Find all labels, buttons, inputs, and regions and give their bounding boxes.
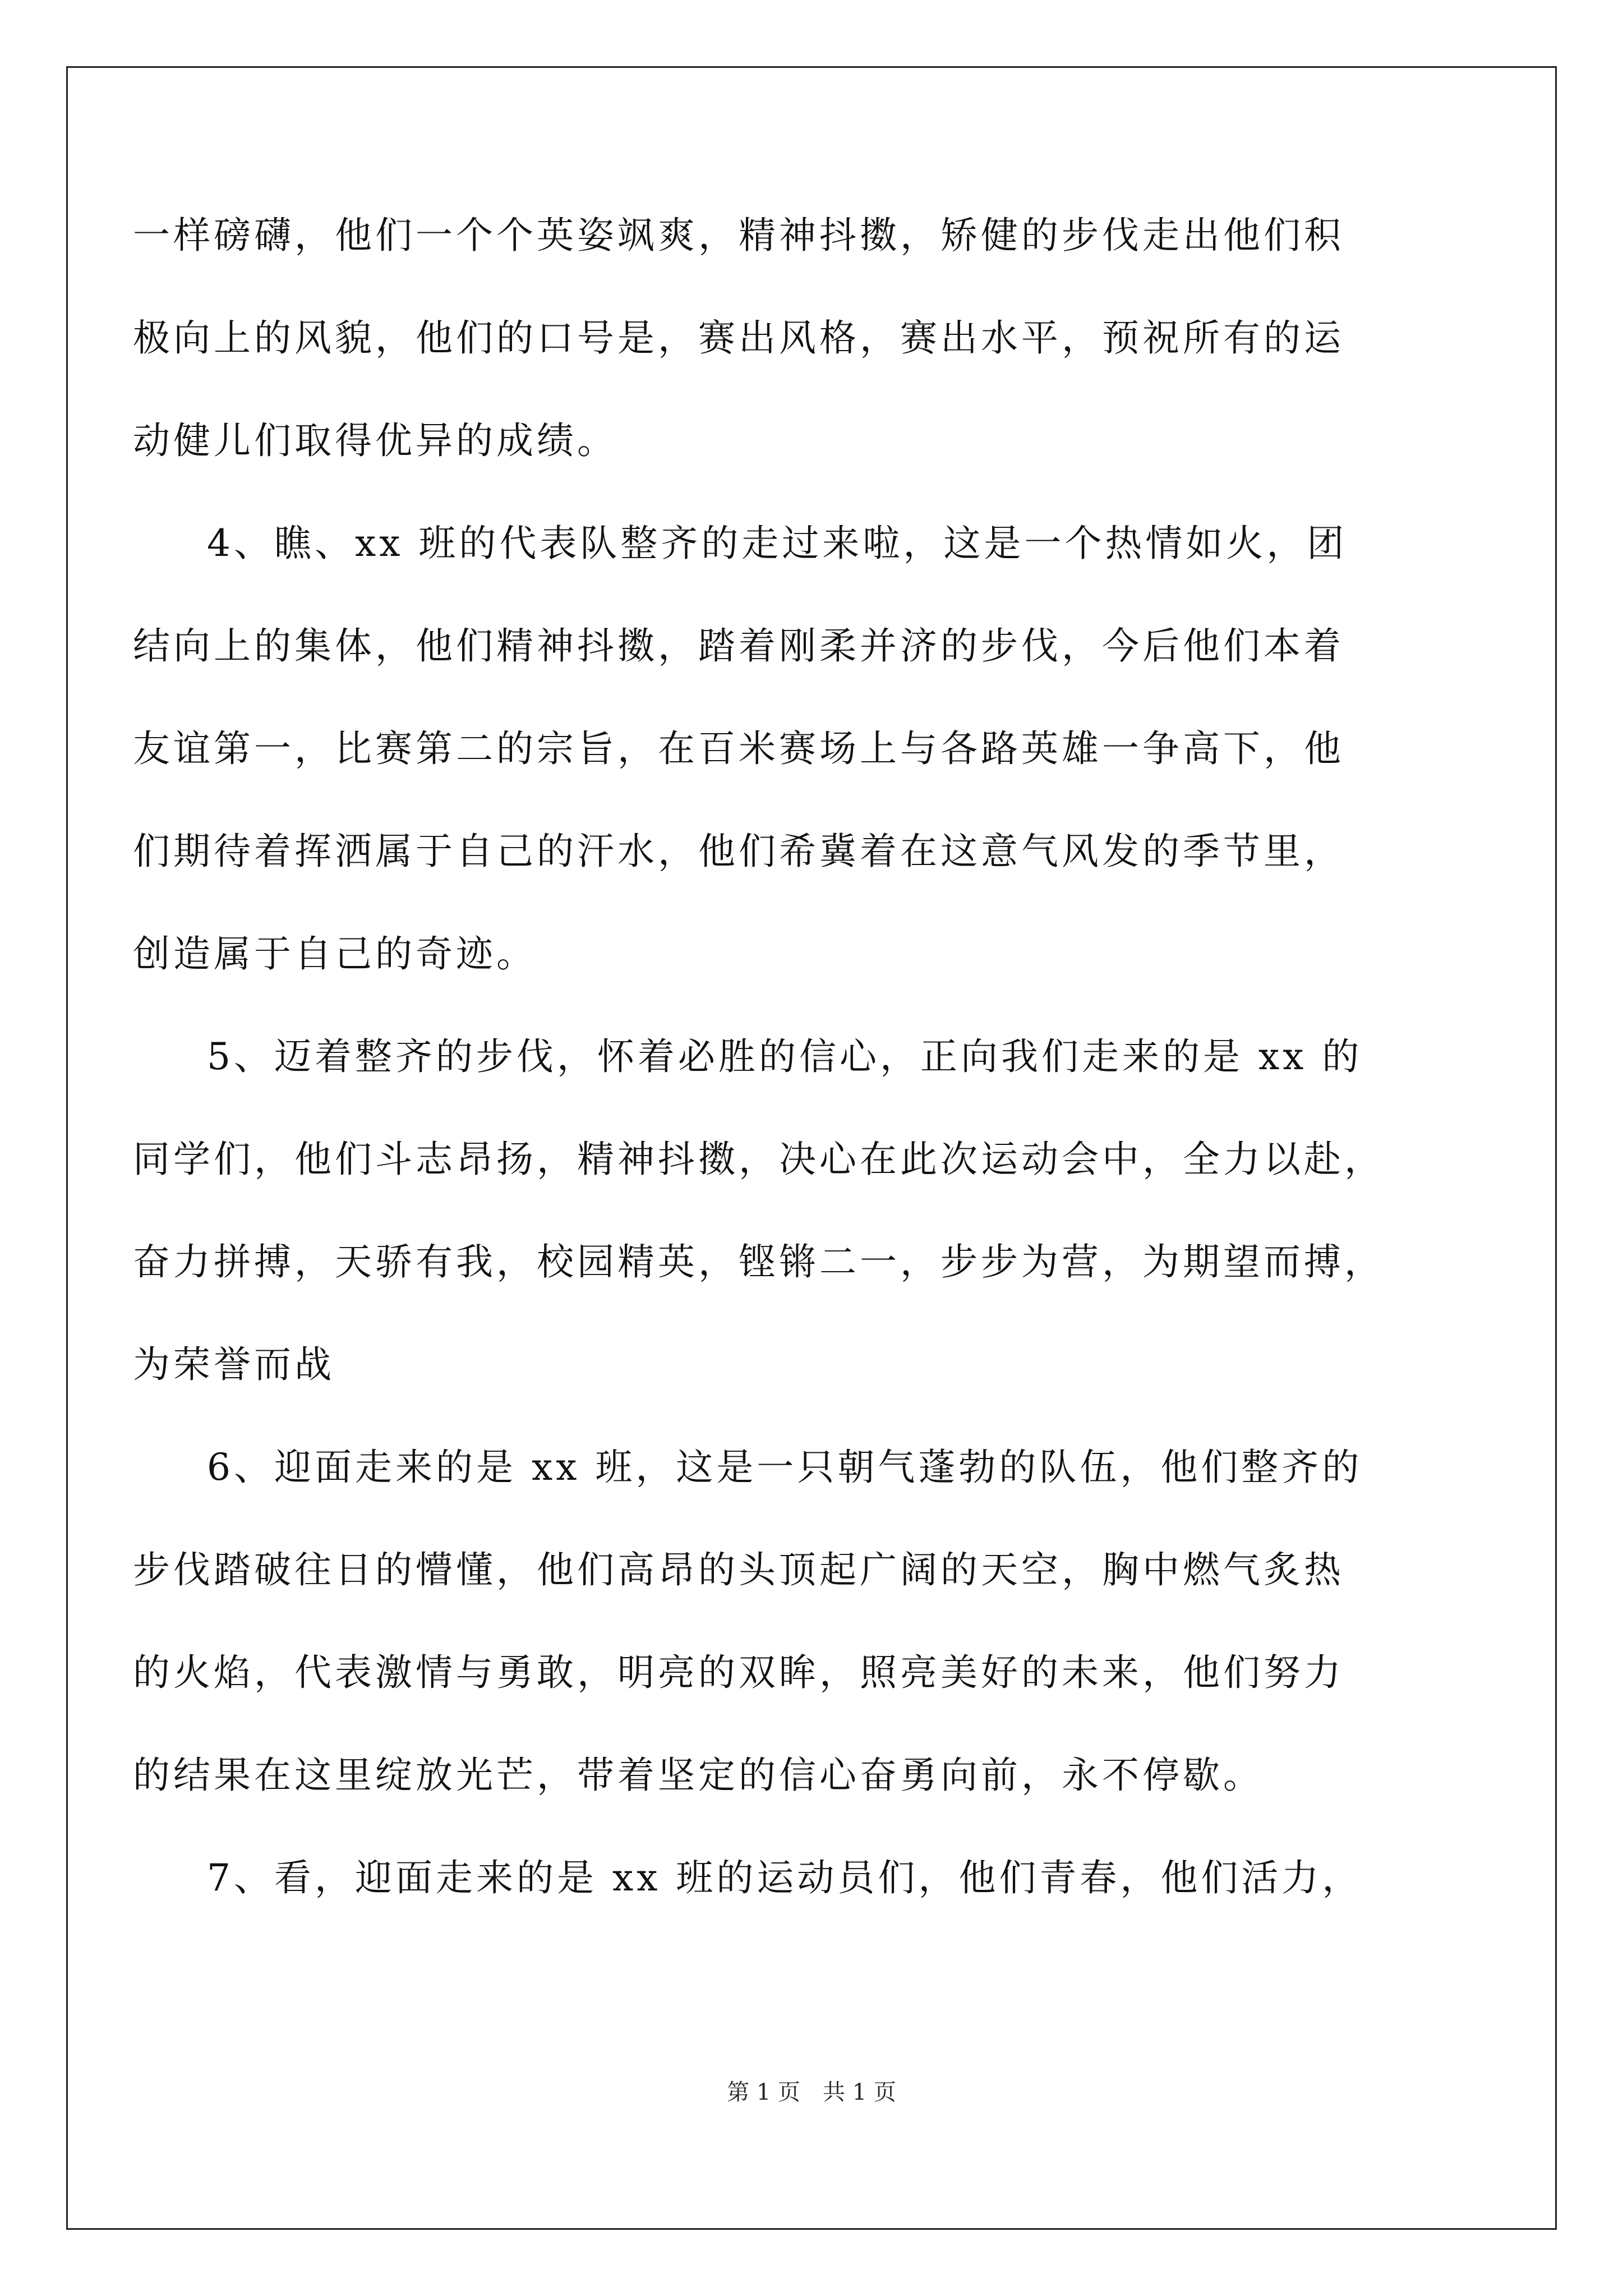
paragraph-start-line: 5、迈着整齐的步伐，怀着必胜的信心，正向我们走来的是 xx 的 (207, 1035, 1363, 1078)
text-line: 同学们，他们斗志昂扬，精神抖擞，决心在此次运动会中，全力以赴， (133, 1138, 1385, 1181)
paragraph-start-line: 6、迎面走来的是 xx 班，这是一只朝气蓬勃的队伍，他们整齐的 (207, 1446, 1363, 1489)
text-line: 们期待着挥洒属于自己的汗水，他们希冀着在这意气风发的季节里， (133, 830, 1344, 873)
text-line: 步伐踏破往日的懵懂，他们高昂的头顶起广阔的天空，胸中燃气炙热 (133, 1548, 1344, 1591)
paragraph-start-line: 4、瞧、xx 班的代表队整齐的走过来啦，这是一个热情如火，团 (207, 522, 1348, 565)
text-line: 一样磅礴，他们一个个英姿飒爽，精神抖擞，矫健的步伐走出他们积 (133, 214, 1344, 257)
text-line: 的结果在这里绽放光芒，带着坚定的信心奋勇向前，永不停歇。 (133, 1754, 1264, 1797)
text-line: 奋力拼搏，天骄有我，校园精英，铿锵二一，步步为营，为期望而搏， (133, 1240, 1385, 1283)
page-number-footer: 第 1 页 共 1 页 (727, 2079, 896, 2105)
text-line: 友谊第一，比赛第二的宗旨，在百米赛场上与各路英雄一争高下，他 (133, 727, 1344, 770)
text-line: 为荣誉而战 (133, 1343, 335, 1386)
text-line: 极向上的风貌，他们的口号是，赛出风格，赛出水平，预祝所有的运 (133, 316, 1344, 360)
text-line: 的火焰，代表激情与勇敢，明亮的双眸，照亮美好的未来，他们努力 (133, 1651, 1344, 1694)
text-line: 创造属于自己的奇迹。 (133, 932, 537, 976)
text-line: 动健儿们取得优异的成绩。 (133, 419, 617, 462)
text-line: 结向上的集体，他们精神抖擞，踏着刚柔并济的步伐，今后他们本着 (133, 624, 1344, 668)
paragraph-start-line: 7、看，迎面走来的是 xx 班的运动员们，他们青春，他们活力， (207, 1856, 1363, 1899)
